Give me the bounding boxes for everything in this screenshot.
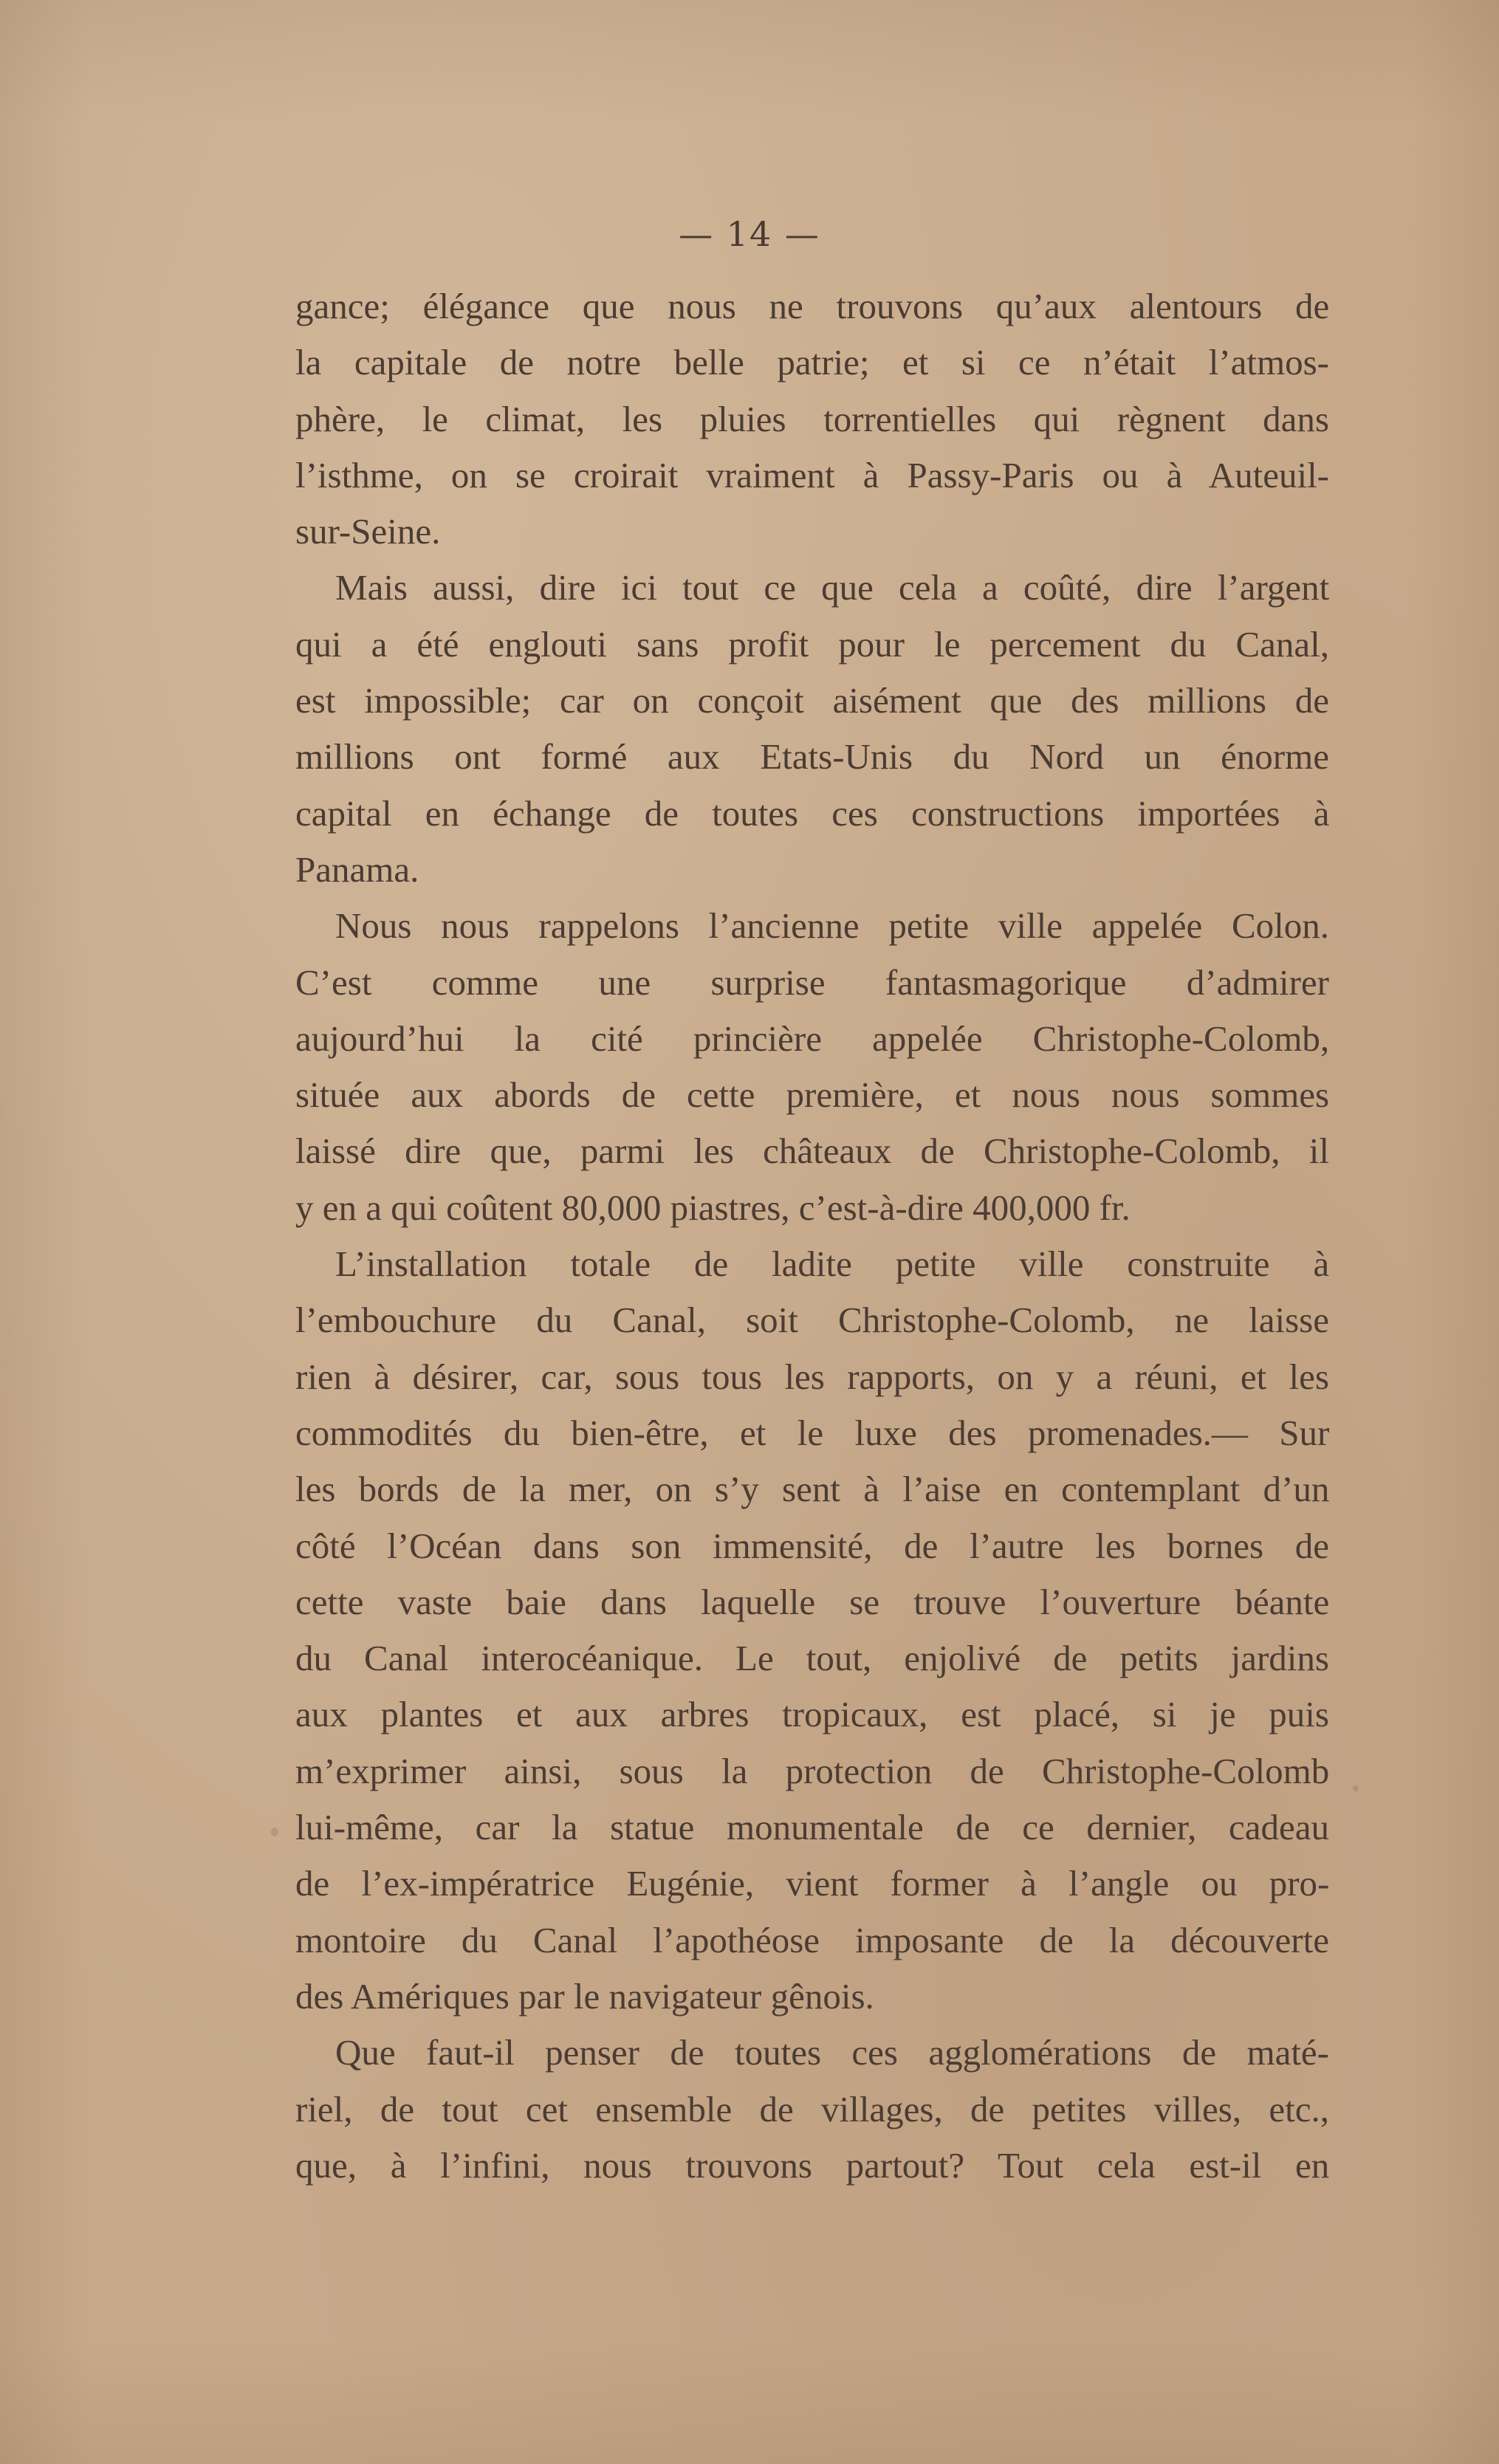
text-line: du Canal interocéanique. Le tout, enjolivé de petits jardins bbox=[295, 1638, 1329, 1679]
paper-spot bbox=[271, 1828, 278, 1836]
text-line: de l’ex-impératrice Eugénie, vient former à l’angle ou pro- bbox=[295, 1863, 1330, 1904]
text-line: rien à désirer, car, sous tous les rapports, on y a réuni, et les bbox=[295, 1356, 1329, 1397]
text-line: C’est comme une surprise fantasmagorique d’admirer bbox=[295, 961, 1329, 1003]
body-text bbox=[295, 278, 1329, 2194]
text-line: est impossible; car on conçoit aisément que des millions de bbox=[295, 680, 1329, 721]
text-line: que, à l’infini, nous trouvons partout? Tout cela est-il en bbox=[295, 2144, 1330, 2186]
text-line: aujourd’hui la cité princière appelée Christophe-Colomb, bbox=[295, 1017, 1330, 1059]
text-line: l’embouchure du Canal, soit Christophe-Colomb, ne laisse bbox=[295, 1300, 1329, 1341]
text-line: cette vaste baie dans laquelle se trouve l’ouverture béante bbox=[295, 1581, 1330, 1622]
text-line: située aux abords de cette première, et nous nous sommes bbox=[295, 1074, 1330, 1116]
text-line: Panama. bbox=[295, 848, 419, 890]
text-line: montoire du Canal l’apothéose imposante de la découverte bbox=[295, 1919, 1329, 1960]
paragraph bbox=[295, 560, 1329, 898]
text-line: la capitale de notre belle patrie; et si ce n’était l’atmos- bbox=[295, 342, 1329, 383]
text-line: m’exprimer ainsi, sous la protection de Christophe-Colomb bbox=[295, 1750, 1330, 1791]
paragraph bbox=[295, 278, 1329, 560]
paragraph bbox=[295, 2025, 1329, 2194]
text-line: les bords de la mer, on s’y sent à l’aise en contemplant d’un bbox=[295, 1469, 1330, 1510]
text-line: sur-Seine. bbox=[295, 511, 441, 552]
text-line: L’installation totale de ladite petite ville construite à bbox=[335, 1243, 1330, 1285]
text-line: Que faut-il penser de toutes ces agglomérations de maté- bbox=[335, 2032, 1329, 2073]
text-line: laissé dire que, parmi les châteaux de Christophe-Colomb, il bbox=[295, 1130, 1329, 1172]
text-line: Mais aussi, dire ici tout ce que cela a coûté, dire l’argent bbox=[335, 567, 1330, 608]
text-line: commodités du bien-être, et le luxe des promenades.— Sur bbox=[295, 1412, 1330, 1453]
text-line: lui-même, car la statue monumentale de ce dernier, cadeau bbox=[295, 1807, 1329, 1848]
text-line: côté l’Océan dans son immensité, de l’autre les bornes de bbox=[295, 1525, 1329, 1566]
paper-spot bbox=[1353, 1785, 1359, 1791]
text-line: millions ont formé aux Etats-Unis du Nord un énorme bbox=[295, 736, 1329, 778]
text-line: des Amériques par le navigateur gênois. bbox=[295, 1975, 874, 2017]
text-line: l’isthme, on se croirait vraiment à Passy-Paris ou à Auteuil- bbox=[295, 454, 1329, 495]
text-line: capital en échange de toutes ces constructions importées à bbox=[295, 792, 1330, 834]
paragraph bbox=[295, 898, 1329, 1236]
text-line: phère, le climat, les pluies torrentielles qui règnent dans bbox=[295, 398, 1329, 439]
text-line: y en a qui coûtent 80,000 piastres, c’est-à-dire 400,000 fr. bbox=[295, 1187, 1131, 1228]
page-number: — 14 — bbox=[679, 214, 820, 254]
text-line: riel, de tout cet ensemble de villages, de petites villes, etc., bbox=[295, 2088, 1329, 2130]
text-line: aux plantes et aux arbres tropicaux, est placé, si je puis bbox=[295, 1694, 1329, 1735]
text-line: gance; élégance que nous ne trouvons qu’aux alentours de bbox=[295, 286, 1330, 326]
text-line: qui a été englouti sans profit pour le percement du Canal, bbox=[295, 623, 1329, 665]
paragraph bbox=[295, 1236, 1329, 2025]
text-line: Nous nous rappelons l’ancienne petite ville appelée Colon. bbox=[335, 905, 1329, 947]
